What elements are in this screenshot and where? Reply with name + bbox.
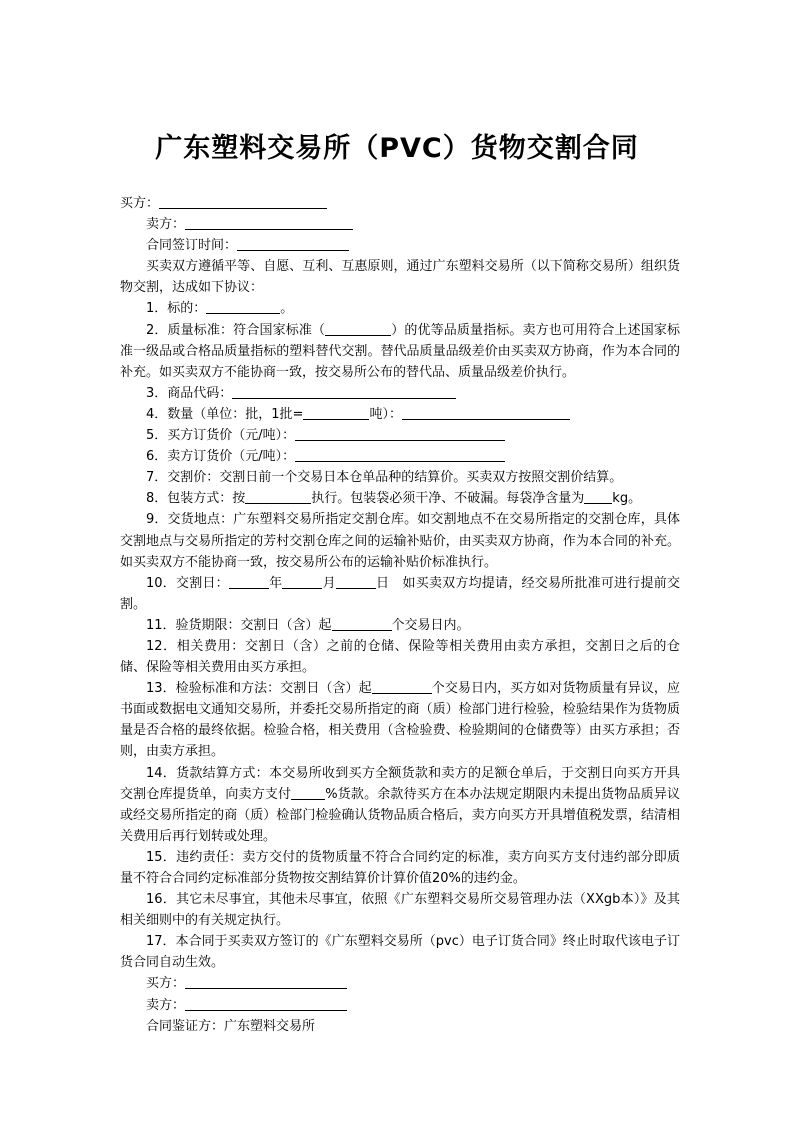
delivery-day-blank[interactable] bbox=[336, 574, 376, 589]
clause-13-text-b: 个交易日内，买方如对货物质量有异议，应书面或数据电文通知交易所，并委托交易所指定的商（质）检部门进行检验，检验结果作为货物质量是否合格的最终依据。检验合格，相关费用（含检验费、检验期间的仓储费等）由买方承担；否则，由卖方承担。 bbox=[120, 681, 680, 760]
clause-11-text-a: 11．验货期限：交割日（含）起 bbox=[146, 617, 332, 633]
page-title: 广东塑料交易所（PVC）货物交割合同 bbox=[155, 133, 639, 164]
clause-10-text: 日 如买卖双方均提请，经交易所批准可进行提前交割。 bbox=[120, 575, 680, 612]
clause-6 bbox=[120, 446, 680, 467]
signature-seller-label: 卖方： bbox=[146, 997, 186, 1013]
year-label: 年 bbox=[268, 575, 283, 591]
quantity-blank[interactable] bbox=[402, 405, 570, 420]
clause-6-label: 6．卖方订货价（元/吨）： bbox=[146, 449, 296, 465]
clause-8-text-b: 执行。包装袋必须干净、不破漏。每袋净含量为 bbox=[311, 491, 585, 507]
clause-5-label: 5．买方订货价（元/吨）： bbox=[146, 428, 296, 444]
clause-8-text-c: kg。 bbox=[612, 491, 642, 507]
clause-13-text-a: 13．检验标准和方法：交割日（含）起 bbox=[146, 681, 372, 697]
clause-7: 7．交割价：交割日前一个交易日本仓单品种的结算价。买卖双方按照交割价结算。 bbox=[146, 470, 623, 486]
clause-11-text-b: 个交易日内。 bbox=[391, 617, 470, 633]
seller-blank[interactable] bbox=[185, 215, 353, 230]
signature-buyer-label: 买方： bbox=[146, 976, 186, 992]
buyer-blank[interactable] bbox=[159, 194, 327, 209]
inspection-days-blank[interactable] bbox=[332, 616, 392, 631]
clause-8-text-a: 8．包装方式：按 bbox=[146, 491, 246, 507]
clause-13 bbox=[120, 678, 680, 762]
clause-10-label: 10．交割日： bbox=[146, 575, 229, 591]
clause-17: 17．本合同于买卖双方签订的《广东塑料交易所（pvc）电子订货合同》终止时取代该电子订货合同自动生效。 bbox=[120, 934, 680, 971]
delivery-year-blank[interactable] bbox=[229, 574, 269, 589]
clause-1-end: 。 bbox=[280, 301, 294, 317]
payment-percent-blank[interactable] bbox=[291, 785, 325, 800]
clause-14 bbox=[120, 763, 680, 847]
clause-4-label-b: 吨）： bbox=[369, 406, 402, 422]
clause-9: 9．交货地点：广东塑料交易所指定交割仓库。如交割地点不在交易所指定的交割仓库，具体交割地点与交易所指定的芳村交割仓库之间的运输补贴价，由买卖双方协商，作为本合同的补充。如买卖双方不能协商一致，按交易所公布的运输补贴价标准执行。 bbox=[120, 512, 680, 570]
clause-14-text-a: 14．货款结算方式：本交易所收到买方全额货款和卖方的足额仓单后，于交割日向买方开具交割仓库提货单，向卖方支付 bbox=[120, 765, 680, 802]
net-weight-blank[interactable] bbox=[584, 489, 612, 504]
clause-16: 16．其它未尽事宜，其他未尽事宜，依照《广东塑料交易所交易管理办法（XXgb本）》及其相关细则中的有关规定执行。 bbox=[120, 892, 680, 929]
clause-4-label-a: 4．数量（单位：批，1批= bbox=[146, 406, 304, 422]
product-code-blank[interactable] bbox=[232, 384, 456, 399]
clause-1-label: 1．标的： bbox=[146, 301, 207, 317]
clause-3-label: 3．商品代码： bbox=[146, 385, 233, 401]
clause-12: 12．相关费用：交割日（含）之前的仓储、保险等相关费用由卖方承担，交割日之后的仓储、保险等相关费用由买方承担。 bbox=[120, 638, 680, 676]
clause-14-text-b: %货款。余款待买方在本办法规定期限内未提出货物品质异议或经交易所指定的商（质）检部门检验确认货物品质合格后，卖方向买方开具增值税发票，结清相关费用后再行划转或处理。 bbox=[120, 786, 680, 844]
month-label: 月 bbox=[322, 575, 336, 591]
delivery-month-blank[interactable] bbox=[282, 574, 322, 589]
signature-buyer bbox=[120, 973, 680, 994]
clause-2-text-b: ）的优等品质量指标。卖方也可用符合上述国家标准一级品或合格品质量指标的塑料替代交割。替代品质量品级差价由买卖双方协商，作为本合同的补充。如买卖双方不能协商一致，按交易所公布的替代品、质量品级差价执行。 bbox=[120, 322, 680, 380]
seller-price-blank[interactable] bbox=[295, 447, 505, 462]
verifier-line: 合同鉴证方：广东塑料交易所 bbox=[146, 1018, 316, 1034]
clause-11 bbox=[120, 615, 680, 636]
sign-time-line bbox=[120, 235, 680, 256]
intro-paragraph: 买卖双方遵循平等、自愿、互利、互惠原则，通过广东塑料交易所（以下简称交易所）组织货物交割，达成如下协议： bbox=[120, 259, 680, 296]
clause-5 bbox=[120, 425, 680, 446]
clause-2-text-a: 2．质量标准：符合国家标准（ bbox=[146, 322, 326, 338]
clause-4 bbox=[120, 404, 680, 425]
clause-10 bbox=[120, 573, 680, 615]
sign-time-blank[interactable] bbox=[237, 236, 349, 251]
buyer-label: 买方： bbox=[120, 196, 160, 211]
seller-label: 卖方： bbox=[146, 217, 186, 233]
clause-8 bbox=[120, 488, 680, 509]
contract-body bbox=[120, 193, 680, 1037]
objection-days-blank[interactable] bbox=[372, 679, 432, 694]
clause-2 bbox=[120, 320, 680, 383]
signature-seller bbox=[120, 995, 680, 1016]
seller-line bbox=[120, 214, 680, 235]
lot-size-blank[interactable] bbox=[303, 405, 369, 420]
signature-buyer-blank[interactable] bbox=[185, 974, 347, 989]
clause-1 bbox=[120, 298, 680, 319]
subject-blank[interactable] bbox=[206, 299, 280, 314]
buyer-line bbox=[120, 193, 680, 214]
buyer-price-blank[interactable] bbox=[295, 426, 505, 441]
sign-time-label: 合同签订时间： bbox=[146, 238, 238, 254]
signature-seller-blank[interactable] bbox=[185, 996, 347, 1011]
clause-15: 15．违约责任：卖方交付的货物质量不符合合同约定的标准，卖方向买方支付违约部分即质量不符合合同约定标准部分货物按交割结算价计算价值20%的违约金。 bbox=[120, 849, 680, 886]
standard-blank[interactable] bbox=[325, 321, 391, 336]
clause-3 bbox=[120, 383, 680, 404]
packing-standard-blank[interactable] bbox=[245, 489, 311, 504]
